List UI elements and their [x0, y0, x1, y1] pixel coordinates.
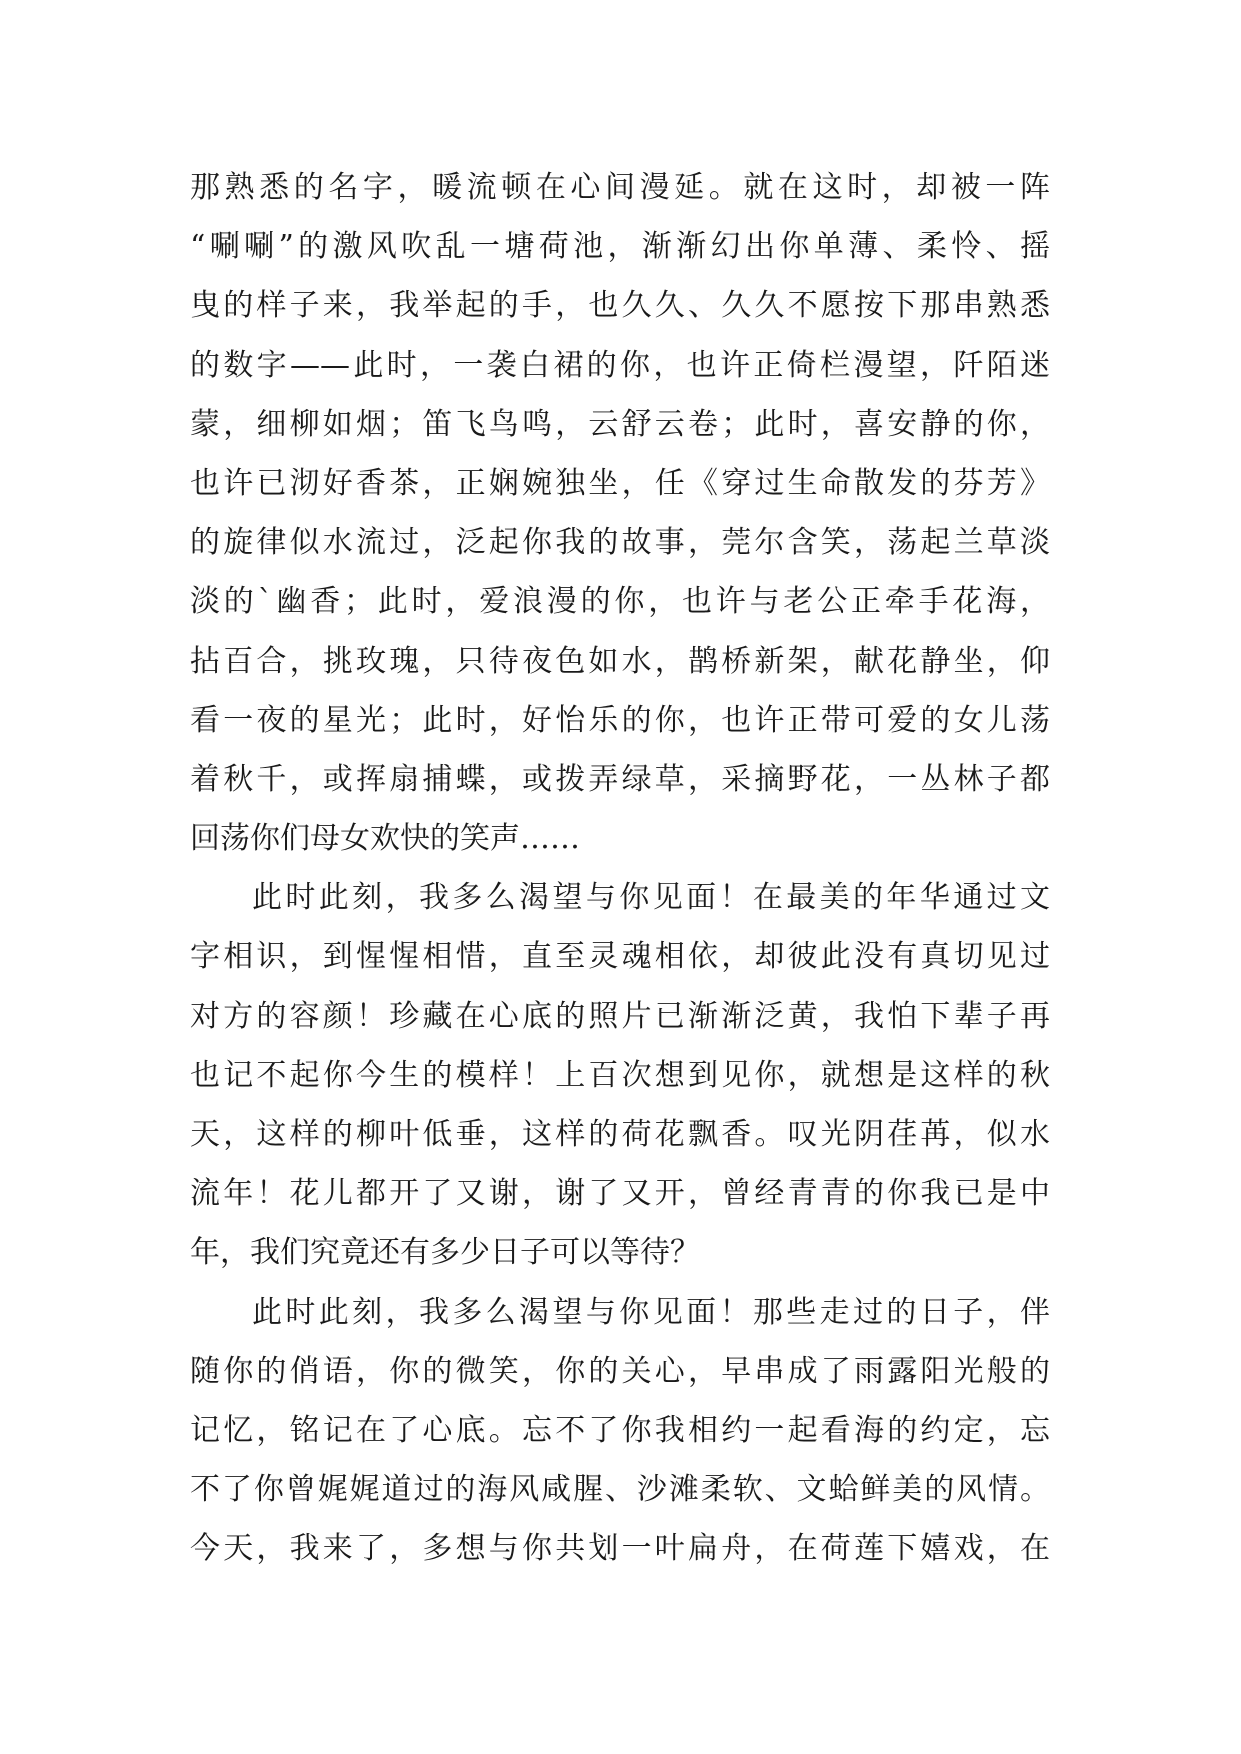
- text-line: 那熟悉的名字，暖流顿在心间漫延。就在这时，却被一阵: [190, 170, 1050, 205]
- text-line: “唰唰”的激风吹乱一塘荷池，渐渐幻出你单薄、柔怜、摇: [190, 229, 1050, 265]
- text-line: 回荡你们母女欢快的笑声……: [190, 821, 580, 857]
- text-line: 对方的容颜！珍藏在心底的照片已渐渐泛黄，我怕下辈子再: [190, 998, 1050, 1034]
- text-line: 今天，我来了，多想与你共划一叶扁舟，在荷莲下嬉戏，在: [190, 1531, 1050, 1567]
- body-text: [190, 158, 1050, 1579]
- text-line: 不了你曾娓娓道过的海风咸腥、沙滩柔软、文蛤鲜美的风情。: [190, 1472, 1050, 1508]
- text-line: 拈百合，挑玫瑰，只待夜色如水，鹊桥新架，献花静坐，仰: [190, 643, 1050, 679]
- text-line: 蒙，细柳如烟；笛飞鸟鸣，云舒云卷；此时，喜安静的你，: [190, 406, 1050, 442]
- text-line: 年，我们究竟还有多少日子可以等待？: [190, 1235, 700, 1271]
- text-line: 记忆，铭记在了心底。忘不了你我相约一起看海的约定，忘: [190, 1412, 1050, 1448]
- text-line: 随你的俏语，你的微笑，你的关心，早串成了雨露阳光般的: [190, 1353, 1050, 1389]
- text-line: 看一夜的星光；此时，好怡乐的你，也许正带可爱的女儿荡: [190, 702, 1050, 738]
- text-line: 此时此刻，我多么渴望与你见面！在最美的年华通过文: [252, 880, 1050, 916]
- text-line: 的数字——此时，一袭白裙的你，也许正倚栏漫望，阡陌迷: [190, 347, 1050, 383]
- text-line: 淡的`幽香；此时，爱浪漫的你，也许与老公正牵手花海，: [190, 584, 1050, 620]
- text-line: 流年！花儿都开了又谢，谢了又开，曾经青青的你我已是中: [190, 1176, 1050, 1212]
- text-line: 天，这样的柳叶低垂，这样的荷花飘香。叹光阴荏苒，似水: [190, 1117, 1050, 1152]
- text-line: 此时此刻，我多么渴望与你见面！那些走过的日子，伴: [252, 1294, 1050, 1330]
- text-line: 曳的样子来，我举起的手，也久久、久久不愿按下那串熟悉: [190, 288, 1050, 324]
- text-line: 的旋律似水流过，泛起你我的故事，莞尔含笑，荡起兰草淡: [190, 525, 1050, 561]
- text-line: 也许已沏好香茶，正娴婉独坐，任《穿过生命散发的芬芳》: [190, 465, 1050, 501]
- text-line: 也记不起你今生的模样！上百次想到见你，就想是这样的秋: [190, 1057, 1050, 1093]
- text-line: 着秋千，或挥扇捕蝶，或拨弄绿草，采摘野花，一丛林子都: [190, 761, 1050, 797]
- text-line: 字相识，到惺惺相惜，直至灵魂相依，却彼此没有真切见过: [190, 939, 1050, 975]
